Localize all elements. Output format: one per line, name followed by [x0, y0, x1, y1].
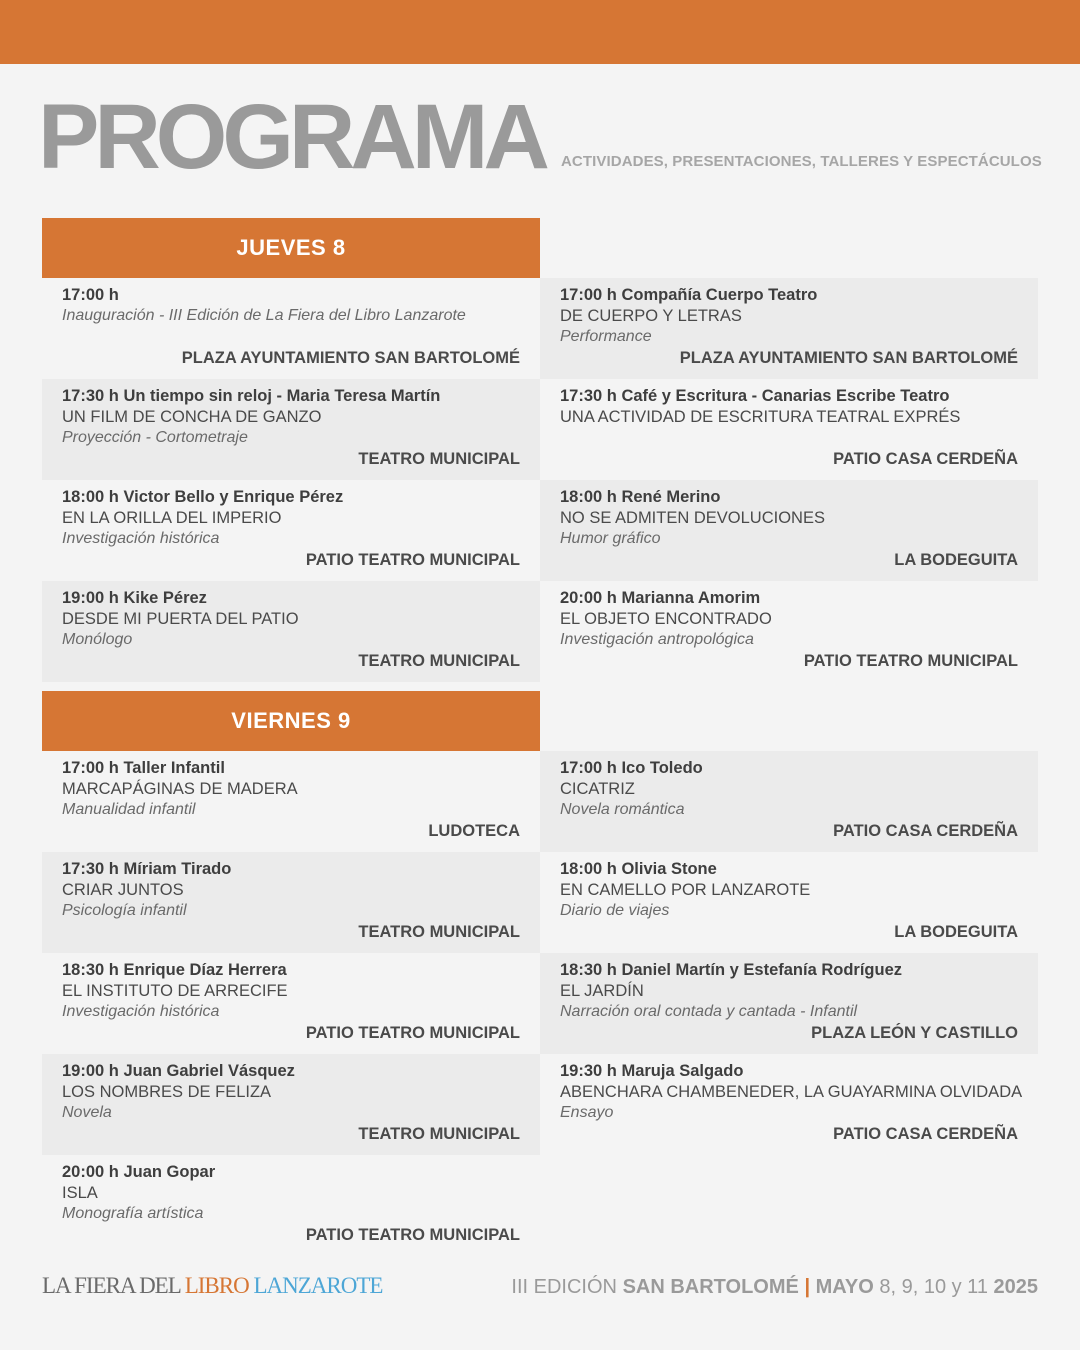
event-card	[42, 1155, 540, 1256]
event-time-author: 20:00 h Marianna Amorim	[560, 589, 761, 607]
event-card	[540, 379, 1038, 480]
event-time-author: 17:00 h Compañía Cuerpo Teatro	[560, 286, 818, 304]
fair-logo	[42, 1273, 382, 1299]
event-card	[42, 953, 540, 1054]
event-title: ISLA	[62, 1184, 98, 1202]
event-card	[42, 1054, 540, 1155]
event-genre: Performance	[560, 328, 652, 345]
event-genre: Investigación antropológica	[560, 631, 754, 648]
event-title: NO SE ADMITEN DEVOLUCIONES	[560, 509, 825, 527]
event-time-author: 18:00 h Victor Bello y Enrique Pérez	[62, 488, 344, 506]
event-card	[42, 852, 540, 953]
event-genre: Monografía artística	[62, 1205, 204, 1222]
event-genre: Humor gráfico	[560, 530, 661, 547]
event-title: LOS NOMBRES DE FELIZA	[62, 1083, 272, 1101]
event-genre: Novela	[62, 1104, 112, 1121]
edition-separator: |	[804, 1276, 811, 1298]
day-header-friday: VIERNES 9	[42, 691, 540, 751]
event-venue: PATIO TEATRO MUNICIPAL	[305, 1226, 520, 1244]
event-description: Inauguración - III Edición de La Fiera del Libro Lanzarote	[62, 307, 466, 324]
event-venue: PATIO CASA CERDEÑA	[833, 822, 1018, 840]
event-title: CICATRIZ	[560, 780, 635, 798]
event-venue: TEATRO MUNICIPAL	[358, 652, 520, 670]
event-time-author: 17:00 h Ico Toledo	[560, 759, 703, 777]
event-venue: TEATRO MUNICIPAL	[358, 923, 520, 941]
event-card	[42, 751, 540, 852]
event-venue: TEATRO MUNICIPAL	[358, 450, 520, 468]
event-title: UNA ACTIVIDAD DE ESCRITURA TEATRAL EXPRÉS	[560, 408, 961, 426]
event-genre: Investigación histórica	[62, 1003, 220, 1020]
event-title: EL OBJETO ENCONTRADO	[560, 610, 772, 628]
edition-label: III EDICIÓN	[511, 1276, 617, 1298]
event-time-author: 17:30 h Míriam Tirado	[62, 860, 232, 878]
edition-days: 8, 9, 10 y 11	[879, 1276, 988, 1298]
event-card	[540, 581, 1038, 682]
event-title: DESDE MI PUERTA DEL PATIO	[62, 610, 299, 628]
event-card	[540, 1054, 1038, 1155]
event-title: EN CAMELLO POR LANZAROTE	[560, 881, 811, 899]
logo-text-part1: LA FIERA DEL	[42, 1273, 185, 1298]
event-venue: PATIO TEATRO MUNICIPAL	[803, 652, 1018, 670]
event-venue: PATIO CASA CERDEÑA	[833, 450, 1018, 468]
event-venue: PLAZA LEÓN Y CASTILLO	[811, 1024, 1018, 1042]
event-genre: Ensayo	[560, 1104, 614, 1121]
event-title: MARCAPÁGINAS DE MADERA	[62, 780, 298, 798]
event-title: DE CUERPO Y LETRAS	[560, 307, 742, 325]
event-title: EL JARDÍN	[560, 982, 644, 1000]
event-venue: PATIO TEATRO MUNICIPAL	[305, 551, 520, 569]
day-header-thursday: JUEVES 8	[42, 218, 540, 278]
event-time-author: 19:30 h Maruja Salgado	[560, 1062, 744, 1080]
logo-text-part3: LANZAROTE	[248, 1273, 383, 1298]
event-time-author: 19:00 h Kike Pérez	[62, 589, 207, 607]
event-time-author: 18:30 h Enrique Díaz Herrera	[62, 961, 287, 979]
event-genre: Novela romántica	[560, 801, 685, 818]
event-time-author: 17:00 h Taller Infantil	[62, 759, 225, 777]
event-title: EN LA ORILLA DEL IMPERIO	[62, 509, 282, 527]
event-card	[540, 480, 1038, 581]
event-time-author: 19:00 h Juan Gabriel Vásquez	[62, 1062, 295, 1080]
event-venue: LUDOTECA	[428, 822, 520, 840]
event-title: ABENCHARA CHAMBENEDER, LA GUAYARMINA OLVIDADA	[560, 1083, 1023, 1101]
event-genre: Narración oral contada y cantada - Infantil	[560, 1003, 858, 1020]
top-accent-bar	[0, 0, 1080, 64]
edition-info	[511, 1276, 1038, 1299]
event-venue: LA BODEGUITA	[894, 923, 1018, 941]
event-card	[42, 581, 540, 682]
event-card	[540, 852, 1038, 953]
event-card	[42, 379, 540, 480]
event-card	[540, 751, 1038, 852]
event-venue: PLAZA AYUNTAMIENTO SAN BARTOLOMÉ	[181, 349, 520, 367]
event-time-author: 18:00 h René Merino	[560, 488, 721, 506]
event-time-author: 18:30 h Daniel Martín y Estefanía Rodríguez	[560, 961, 903, 979]
event-genre: Proyección - Cortometraje	[62, 429, 248, 446]
event-time-author: 17:00 h	[62, 286, 119, 304]
event-genre: Diario de viajes	[560, 902, 670, 919]
event-card	[540, 953, 1038, 1054]
event-venue: PATIO CASA CERDEÑA	[833, 1125, 1018, 1143]
event-genre: Monólogo	[62, 631, 133, 648]
event-genre: Psicología infantil	[62, 902, 187, 919]
page-title: PROGRAMA	[38, 86, 545, 188]
event-time-author: 20:00 h Juan Gopar	[62, 1163, 216, 1181]
schedule-grid-thursday	[42, 278, 1038, 682]
edition-place: SAN BARTOLOMÉ	[622, 1276, 799, 1298]
event-genre: Manualidad infantil	[62, 801, 196, 818]
event-title: CRIAR JUNTOS	[62, 881, 184, 899]
event-time-author: 18:00 h Olivia Stone	[560, 860, 717, 878]
event-genre: Investigación histórica	[62, 530, 220, 547]
event-venue: PATIO TEATRO MUNICIPAL	[305, 1024, 520, 1042]
event-card	[540, 278, 1038, 379]
event-title: EL INSTITUTO DE ARRECIFE	[62, 982, 288, 1000]
event-time-author: 17:30 h Un tiempo sin reloj - Maria Teresa Martín	[62, 387, 441, 405]
page-subtitle: ACTIVIDADES, PRESENTACIONES, TALLERES Y ESPECTÁCULOS	[561, 153, 1042, 170]
event-card	[42, 278, 540, 379]
event-venue: PLAZA AYUNTAMIENTO SAN BARTOLOMÉ	[679, 349, 1018, 367]
edition-month: MAYO	[815, 1276, 874, 1298]
schedule-grid-friday	[42, 751, 1038, 1256]
event-time-author: 17:30 h Café y Escritura - Canarias Escribe Teatro	[560, 387, 950, 405]
event-title: UN FILM DE CONCHA DE GANZO	[62, 408, 322, 426]
event-card	[42, 480, 540, 581]
edition-year: 2025	[993, 1276, 1038, 1298]
logo-text-part2: LIBRO	[184, 1273, 249, 1298]
event-venue: LA BODEGUITA	[894, 551, 1018, 569]
event-venue: TEATRO MUNICIPAL	[358, 1125, 520, 1143]
